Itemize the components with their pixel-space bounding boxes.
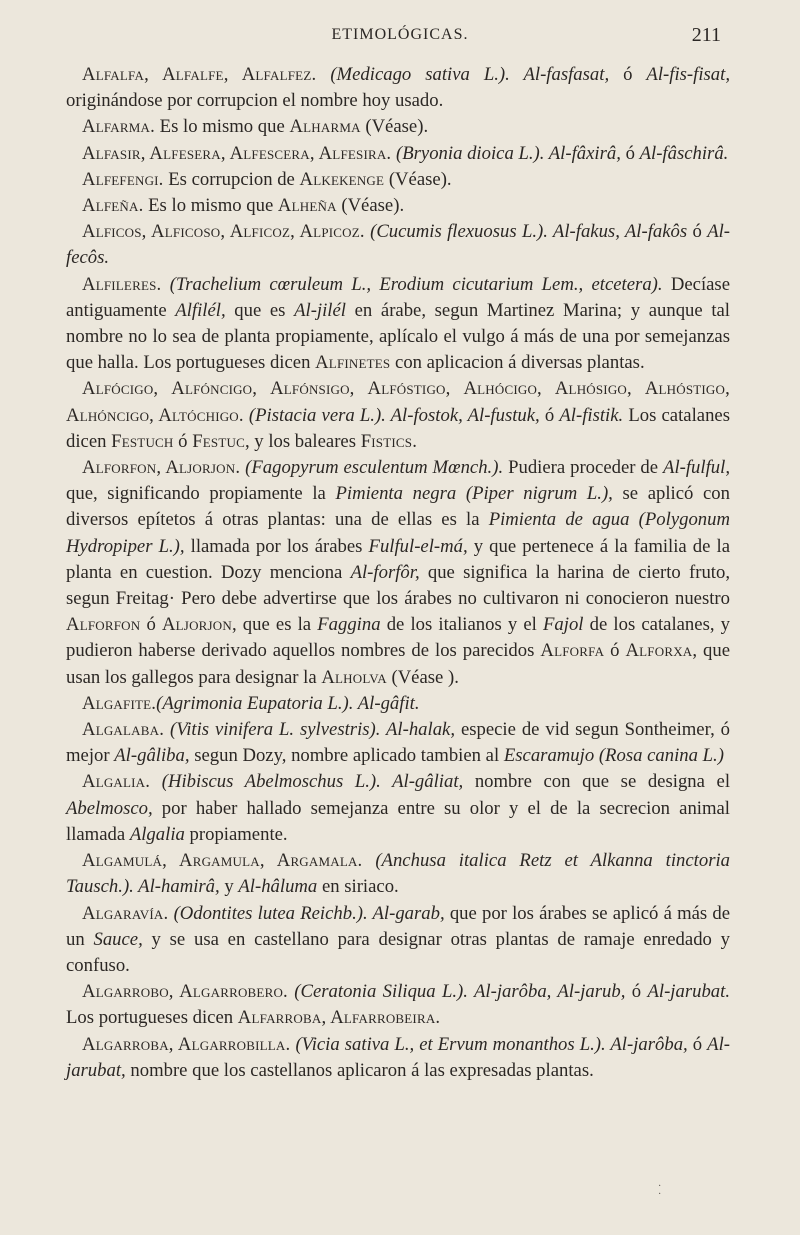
entry-headword: Alfarroba, Alfarrobeira — [237, 1007, 436, 1029]
entry-headword: Algalaba. — [82, 719, 165, 741]
entry-italic-text: Faggina — [317, 614, 381, 636]
running-head: ETIMOLÓGICAS. — [331, 26, 469, 43]
entry-headword: Alforfa — [540, 640, 605, 662]
entry-italic-text: Al-fulful, — [663, 457, 730, 479]
entry-italic-text: Al-fis-fisat, — [646, 64, 730, 85]
entry-text: que significa la harina de cierto fruto, segun Freitag· Pero debe advertirse que los árabes no cultivaron ni conocieron nuestro — [66, 561, 730, 610]
entry-text: , que es la — [231, 614, 318, 636]
entry-text: ó — [687, 1033, 708, 1055]
entry-text: (Véase). — [384, 168, 452, 190]
entry-italic-text: Al-jarubat. — [647, 981, 731, 1003]
page-number: 211 — [691, 24, 721, 46]
entry-italic-text: (Pistacia vera L.). Al-fostok, Al-fustuk, — [248, 404, 540, 426]
entry-italic-text: (Vitis vinifera L. sylvestris). Al-halak, — [169, 719, 456, 741]
entry-headword: Alharma — [289, 116, 361, 138]
entry-text: que, significando propiamente la — [66, 483, 336, 505]
entry-italic-text: Sauce, — [93, 928, 143, 950]
entry-text: (Véase ). — [386, 666, 459, 688]
entry-headword: Alfasir, Alfesera, Alfescera, Alfesira. — [82, 142, 392, 164]
entry-italic-text: Fajol — [543, 614, 584, 636]
entry-italic-text: (Hibiscus Abelmoschus L.). Al-gâliat, — [161, 771, 464, 793]
page-body — [66, 62, 730, 1084]
entry-headword: Alfeña. — [82, 195, 144, 217]
entry-text: y se usa en castellano para designar otras plantas de ramaje enredado y confuso. — [66, 928, 730, 976]
entry-text: ó — [620, 142, 640, 164]
entry-headword: Alforxa — [625, 640, 693, 662]
entry-headword: Alfileres. — [82, 273, 162, 295]
dictionary-entry — [66, 717, 730, 769]
entry-text: nombre que los castellanos aplicaron á las expresadas plantas. — [125, 1059, 594, 1081]
entry-text: y que pertenece á la familia de la planta en cuestion. Dozy menciona — [66, 535, 731, 583]
entry-italic-text: (Anchusa italica Retz et Alkanna tinctoria Tausch.). Al-hamirâ, — [66, 850, 731, 898]
printer-dots: · · — [658, 1181, 662, 1200]
entry-italic-text: Al-forfôr, — [350, 561, 420, 583]
dictionary-entry — [66, 167, 730, 193]
entry-italic-text: Abelmosco, — [66, 797, 153, 819]
dictionary-entry — [66, 769, 730, 848]
entry-headword: Festuc — [192, 430, 245, 452]
entry-headword: Alficos, Alficoso, Alficoz, Alpicoz. — [82, 221, 365, 243]
entry-headword: Alheña — [277, 195, 337, 217]
entry-headword: Fistics — [360, 430, 413, 452]
entry-text: especie de vid segun Sontheimer, ó mejor — [66, 719, 730, 767]
entry-text: de los catalanes, y pudieron haberse derivado aquellos nombres de los parecidos — [66, 614, 730, 662]
entry-italic-text: Pimienta de agua (Polygonum Hydropiper L.), — [66, 509, 730, 557]
entry-text: (Véase). — [336, 195, 405, 217]
entry-headword: Alholva — [321, 666, 387, 688]
entry-italic-text: Al-hâluma — [238, 876, 318, 898]
entry-headword: Algarrobo, Algarrobero. — [82, 981, 288, 1003]
entry-text: ó — [539, 404, 560, 426]
entry-headword: Alforfon — [66, 614, 141, 636]
entry-text: Los catalanes dicen — [66, 404, 730, 452]
entry-headword: Alfócigo, Alfóncigo, Alfónsigo, Alfóstigo, Alhócigo, Alhósigo, Alhóstigo, Alhóncigo, Altóchigo. — [66, 378, 730, 426]
entry-italic-text: (Fagopyrum esculentum Mœnch.). — [245, 457, 504, 479]
entry-italic-text: (Ceratonia Siliqua L.). Al-jarôba, Al-jarub, — [294, 981, 626, 1003]
entry-italic-text: Al-fistik. — [559, 404, 624, 426]
entry-headword: Algalia. — [82, 771, 151, 793]
entry-italic-text: Fulful-el-má, — [368, 535, 468, 557]
entry-text: en árabe, segun Martinez Marina; y aunque tal nombre no lo sea de planta propiamente, aplícalo el vulgo á más de una por semejanzas que halla. Los portugueses dicen — [66, 299, 730, 374]
dictionary-entry — [66, 376, 730, 455]
entry-italic-text: Alfilél, — [175, 299, 226, 321]
dictionary-entry — [66, 193, 730, 219]
entry-italic-text: (Trachelium cœruleum L., Erodium cicutarium Lem., etcetera). — [169, 273, 663, 295]
entry-text: ó — [625, 981, 648, 1003]
entry-text: y — [219, 876, 239, 898]
entry-text — [150, 771, 162, 792]
entry-headword: Algaravía. — [82, 902, 169, 924]
entry-text: ó — [609, 64, 647, 85]
entry-text: propiamente. — [184, 823, 288, 845]
entry-headword: Alkekenge — [299, 168, 385, 190]
entry-text: Es lo mismo que — [143, 195, 278, 217]
entry-headword: Festuch — [111, 430, 174, 452]
entry-text: en siriaco. — [317, 876, 399, 898]
entry-text: que por los árabes se aplicó á más de un — [66, 902, 730, 950]
entry-text: ó — [140, 614, 162, 636]
entry-text: que es — [225, 299, 295, 321]
dictionary-entry — [66, 1032, 730, 1084]
entry-text: originándose por corrupcion el nombre hoy usado. — [66, 90, 444, 112]
entry-headword: Alfinetes — [315, 352, 391, 374]
entry-text: se aplicó con diversos epítetos á otras plantas: una de ellas es la — [66, 483, 730, 531]
dictionary-entry — [66, 219, 730, 271]
dictionary-entry — [66, 62, 730, 114]
entry-text: de los italianos y el — [380, 614, 543, 636]
entry-headword: Alfefengi. — [82, 168, 164, 190]
entry-italic-text: Algalia — [129, 823, 185, 845]
entry-text — [316, 64, 330, 85]
entry-text: ó — [173, 430, 193, 452]
entry-italic-text: (Vicia sativa L., et Ervum monanthos L.). Al-jarôba, — [295, 1033, 688, 1055]
entry-text: (Véase). — [360, 116, 429, 138]
entry-text: . — [435, 1007, 441, 1029]
entry-text — [161, 274, 169, 295]
entry-italic-text: (Cucumis flexuosus L.). Al-fakus, Al-fakôs — [370, 221, 688, 243]
entry-headword: Algarroba, Algarrobilla. — [82, 1033, 291, 1055]
entry-headword: Alforfon, Aljorjon. — [82, 457, 241, 479]
dictionary-entry — [66, 455, 730, 691]
entry-text: , y los baleares — [244, 430, 361, 452]
dictionary-entry — [66, 979, 730, 1031]
entry-text: . — [412, 430, 417, 452]
dictionary-entry — [66, 114, 730, 140]
dictionary-entry — [66, 272, 730, 377]
entry-text: ó — [604, 640, 626, 662]
entry-text: Es lo mismo que — [154, 116, 290, 138]
entry-italic-text: (Odontites lutea Reichb.). Al-garab, — [173, 902, 445, 924]
entry-text: con aplicacion á diversas plantas. — [390, 352, 645, 374]
entry-italic-text: Escaramujo (Rosa canina L.) — [503, 745, 724, 767]
entry-headword: Aljorjon — [161, 614, 232, 636]
entry-text: , que usan los gallegos para designar la — [66, 640, 731, 688]
entry-italic-text: (Agrimonia Eupatoria L.). Al-gâfit. — [156, 692, 420, 714]
dictionary-entry — [66, 848, 730, 900]
entry-text: nombre con que se designa el — [463, 771, 731, 793]
dictionary-entry — [66, 901, 730, 980]
entry-italic-text: Al-jarubat, — [66, 1033, 731, 1081]
entry-text: por haber hallado semejanza entre su olor y el de la secrecion animal llamada — [66, 797, 730, 845]
entry-text: segun Dozy, nombre aplicado tambien al — [189, 745, 504, 767]
entry-text: ó — [687, 221, 708, 243]
entry-text: Pudiera proceder de — [503, 457, 664, 479]
entry-text: Es corrupcion de — [163, 168, 300, 190]
entry-italic-text: Al-gâliba, — [114, 745, 190, 767]
entry-headword: Algamulá, Argamula, Argamala. — [82, 850, 363, 872]
entry-text: Decíase antiguamente — [66, 273, 730, 321]
entry-italic-text: (Medicago sativa L.). Al-fasfasat, — [330, 64, 610, 85]
dictionary-entry — [66, 141, 730, 167]
entry-italic-text: Pimienta negra (Piper nigrum L.), — [335, 483, 613, 505]
entry-italic-text: Al-jilél — [294, 299, 346, 321]
entry-headword: Alfarma. — [82, 116, 155, 138]
entry-headword: Algafite. — [82, 692, 157, 714]
entry-text — [362, 850, 375, 871]
entry-headword: Alfalfa, Alfalfe, Alfalfez. — [82, 64, 317, 85]
page-header — [55, 26, 745, 50]
entry-italic-text: Al-fecôs. — [66, 221, 731, 269]
entry-italic-text: Al-fâschirâ. — [639, 142, 729, 164]
dictionary-entry — [66, 691, 730, 717]
entry-text: Los portugueses dicen — [66, 1007, 238, 1029]
entry-text: llamada por los árabes — [184, 535, 369, 557]
entry-italic-text: (Bryonia dioica L.). Al-fâxirâ, — [395, 142, 621, 164]
